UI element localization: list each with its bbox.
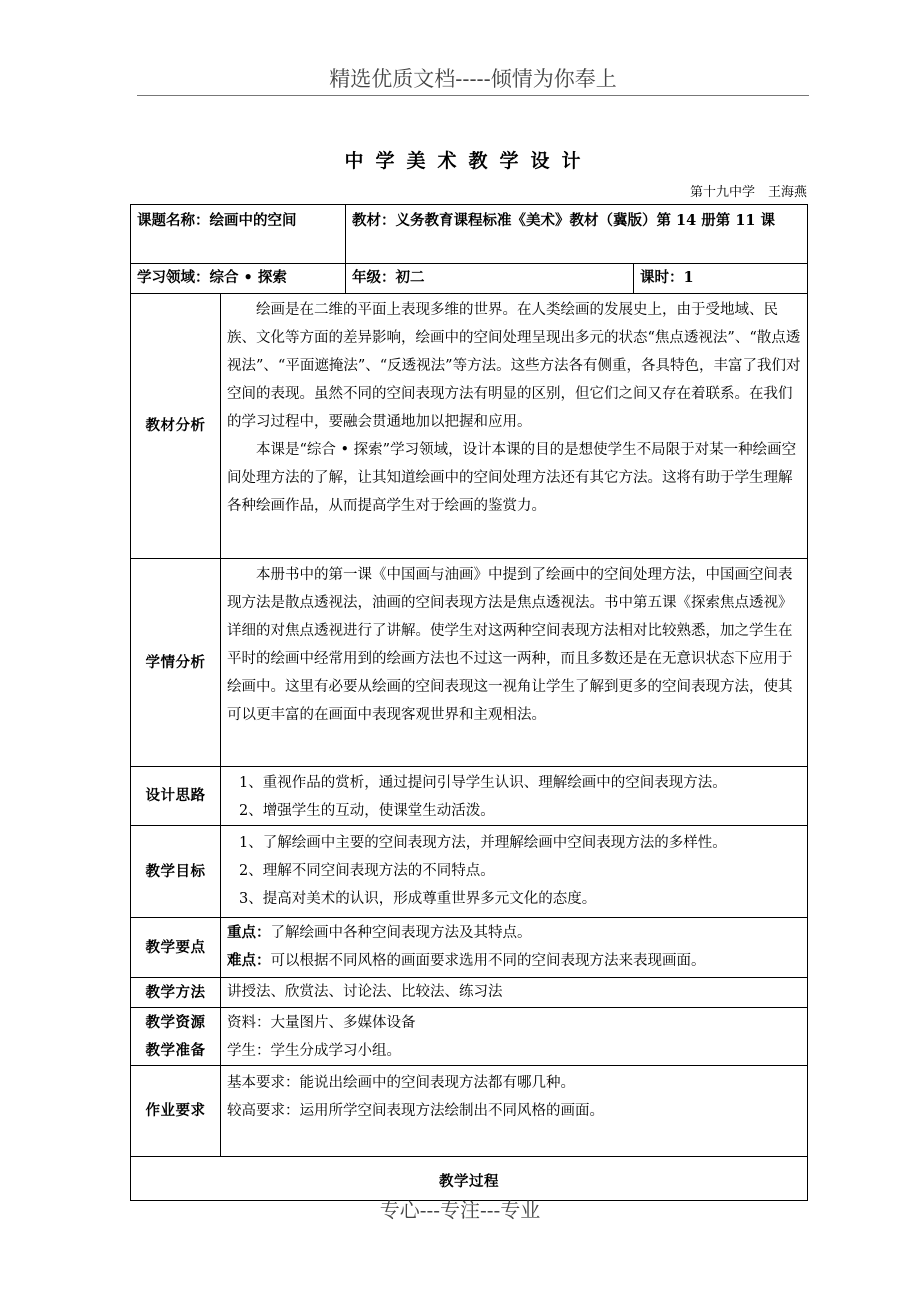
objective-item-1: 1、了解绘画中主要的空间表现方法，并理解绘画中空间表现方法的多样性。 [239,835,727,851]
page-footer: 专心---专注---专业 [379,1198,541,1222]
hours-text: 课时：1 [640,269,694,286]
design-idea-label: 设计思路 [131,767,221,826]
field-cell [131,264,346,294]
objectives-content [221,826,808,918]
topic-text: 课题名称：绘画中的空间 [137,212,297,229]
lesson-plan-table [130,204,808,1201]
key-points-content [221,918,808,978]
row-student-analysis [131,559,808,767]
field-text: 学习领域：综合 • 探索 [137,269,287,286]
resources-label-2: 教学准备 [145,1041,206,1059]
focus-label: 重点： [227,924,271,941]
row-material-analysis [131,294,808,559]
design-item-2: 2、增强学生的互动，使课堂生动活泼。 [239,803,495,819]
textbook-text: 教材：义务教育课程标准《美术》教材（冀版）第 14 册第 11 课 [352,212,776,229]
row-homework [131,1066,808,1157]
grade-cell [346,264,634,294]
difficulty-text: 可以根据不同风格的画面要求选用不同的空间表现方法来表现画面。 [270,953,706,969]
row-resources [131,1008,808,1066]
objective-item-3: 3、提高对美术的认识，形成尊重世界多元文化的态度。 [239,891,597,907]
material-paragraph-2: 本课是“综合 • 探索”学习领域，设计本课的目的是想使学生不局限于对某一种绘画空间处理方法的了解，让其知道绘画中的空间处理方法还有其它方法。这将有助于学生理解各种绘画作品，从而提高学生对于绘画的鉴赏力。 [227,442,797,514]
design-item-1: 1、重视作品的赏析，通过提问引导学生认识、理解绘画中的空间表现方法。 [239,775,727,791]
hours-cell [634,264,808,294]
focus-line [227,919,801,947]
row-key-points [131,918,808,978]
row-field [131,264,808,294]
topic-cell [131,205,346,264]
author-line: 第十九中学 王海燕 [689,185,807,200]
row-objectives [131,826,808,918]
resources-content [221,1008,808,1066]
textbook-cell [346,205,808,264]
page-header: 精选优质文档-----倾情为你奉上 [329,67,617,91]
row-design-idea [131,767,808,826]
row-process [131,1157,808,1201]
grade-text: 年级：初二 [352,269,425,286]
focus-text: 了解绘画中各种空间表现方法及其特点。 [270,925,532,941]
design-idea-content [221,767,808,826]
methods-text: 讲授法、欣赏法、讨论法、比较法、练习法 [227,984,503,1000]
row-methods [131,978,808,1008]
material-paragraph-1: 绘画是在二维的平面上表现多维的世界。在人类绘画的发展史上，由于受地域、民族、文化等方面的差异影响，绘画中的空间处理呈现出多元的状态“焦点透视法”、“散点透视法”、“平面遮掩法”、“反透视法”等方法。这些方法各有侧重，各具特色，丰富了我们对空间的表现。虽然不同的空间表现方法有明显的区别，但它们之间又存在着联系。在我们的学习过程中，要融会贯通地加以把握和应用。 [227,302,801,430]
student-analysis-label: 学情分析 [131,559,221,767]
row-topic [131,205,808,264]
process-heading: 教学过程 [131,1157,808,1201]
methods-label: 教学方法 [131,978,221,1008]
material-analysis-content [221,294,808,559]
header-divider [137,95,809,96]
student-paragraph-1: 本册书中的第一课《中国画与油画》中提到了绘画中的空间处理方法，中国画空间表现方法是散点透视法，油画的空间表现方法是焦点透视法。书中第五课《探索焦点透视》详细的对焦点透视进行了讲解。使学生对这两种空间表现方法相对比较熟悉，加之学生在平时的绘画中经常用到的绘画方法也不过这一两种，而且多数还是在无意识状态下应用于绘画中。这里有必要从绘画的空间表现这一视角让学生了解到更多的空间表现方法，使其可以更丰富的在画面中表现客观世界和主观相法。 [227,567,793,723]
difficulty-line [227,947,801,975]
objectives-label: 教学目标 [131,826,221,918]
key-points-label: 教学要点 [131,918,221,978]
homework-advanced: 较高要求：运用所学空间表现方法绘制出不同风格的画面。 [227,1103,604,1119]
resources-label [131,1008,221,1066]
homework-basic: 基本要求：能说出绘画中的空间表现方法都有哪几种。 [227,1075,575,1091]
difficulty-label: 难点： [227,952,271,969]
homework-content [221,1066,808,1157]
resources-line-2: 学生：学生分成学习小组。 [227,1043,401,1059]
document-title: 中学美术教学设计 [344,150,593,172]
homework-label: 作业要求 [131,1066,221,1157]
objective-item-2: 2、理解不同空间表现方法的不同特点。 [239,863,495,879]
methods-content [221,978,808,1008]
student-analysis-content [221,559,808,767]
resources-line-1: 资料：大量图片、多媒体设备 [227,1015,416,1031]
material-analysis-label: 教材分析 [131,294,221,559]
resources-label-1: 教学资源 [145,1013,206,1031]
